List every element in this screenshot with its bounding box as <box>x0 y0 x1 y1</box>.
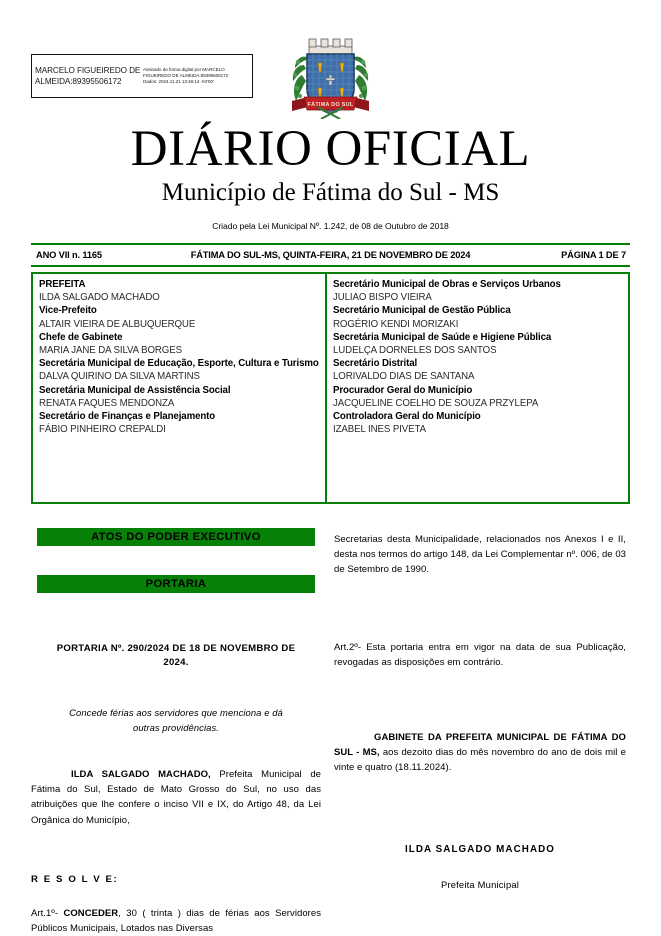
infobar-place-date: FÁTIMA DO SUL-MS, QUINTA-FEIRA, 21 DE NOVEMBRO DE 2024 <box>190 250 471 260</box>
signature-meta-line-3: Dados: 2024.11.21 13:46:14 -04'00' <box>143 79 214 85</box>
official-role: Vice-Prefeito <box>39 305 97 317</box>
infobar <box>31 246 630 264</box>
officials-column-left <box>33 274 327 502</box>
signature-name-line-1: MARCELO FIGUEIREDO DE <box>35 66 141 75</box>
official-person: JULIAO BISPO VIEIRA <box>333 292 432 304</box>
official-role: Secretária Municipal de Assistência Social <box>39 384 231 396</box>
portaria-artigo-2: Art.2º- Esta portaria entra em vigor na data de sua Publicação, revogadas as disposições em contrário. <box>334 641 626 668</box>
signature-meta-block <box>143 67 251 85</box>
masthead <box>0 122 661 233</box>
portaria-artigo-1 <box>31 906 321 936</box>
official-role: Secretário Municipal de Gestão Pública <box>333 305 511 317</box>
official-role: Secretária Municipal de Saúde e Higiene Pública <box>333 331 552 343</box>
signer-name: ILDA SALGADO MACHADO <box>404 843 556 855</box>
artigo-1-text: , 30 ( trinta ) dias de férias aos Servidores Públicos Municipais, Lotados nas Diversas <box>31 908 321 935</box>
officials-column-right <box>327 274 628 502</box>
official-role: Secretário de Finanças e Planejamento <box>39 411 216 423</box>
signature-name-line-2: ALMEIDA:89395506172 <box>35 77 122 86</box>
portaria-preambulo <box>31 767 321 828</box>
official-person: ALTAIR VIEIRA DE ALBUQUERQUE <box>39 318 196 330</box>
official-person: FÁBIO PINHEIRO CREPALDI <box>39 424 166 436</box>
svg-text:FÁTIMA DO SUL: FÁTIMA DO SUL <box>307 102 354 108</box>
portaria-gabinete <box>334 730 626 776</box>
preambulo-prefeita-name: ILDA SALGADO MACHADO, <box>71 769 211 780</box>
portaria-artigo-1-continuacao: Secretarias desta Municipalidade, relacionados nos Anexos I e II, desta nos termos do artigo 148, da Lei Complementar nº. 006, de 03 de Setembro de 1990. <box>334 534 626 576</box>
section-banner-atos-do-poder-executivo: ATOS DO PODER EXECUTIVO <box>37 528 315 546</box>
official-person: ROGÉRIO KENDI MORIZAKI <box>333 318 459 330</box>
coat-of-arms-icon <box>288 31 373 119</box>
official-person: JACQUELINE COELHO DE SOUZA PRZYLEPA <box>333 397 539 409</box>
portaria-ementa: Concede férias aos servidores que menciona e dá outras providências. <box>69 707 283 733</box>
official-person: DALVA QUIRINO DA SILVA MARTINS <box>39 371 200 383</box>
body-column-right <box>334 524 626 890</box>
officials-table <box>31 272 630 504</box>
official-person: IZABEL INES PIVETA <box>333 424 426 436</box>
official-role: Secretária Municipal de Educação, Esporte, Cultura e Turismo <box>39 358 319 370</box>
infobar-year-issue: ANO VII n. 1165 <box>36 250 102 260</box>
portaria-resolve: R E S O L V E: <box>31 873 119 885</box>
official-role: Secretário Municipal de Obras e Serviços Urbanos <box>333 279 561 290</box>
section-banner-portaria: PORTARIA <box>37 575 315 593</box>
artigo-1-verb: CONCEDER <box>63 908 119 920</box>
signer-role: Prefeita Municipal <box>440 878 520 890</box>
official-person: LORIVALDO DIAS DE SANTANA <box>333 371 475 383</box>
page-title: DIÁRIO OFICIAL <box>130 121 531 177</box>
official-role: Controladora Geral do Município <box>333 411 481 423</box>
gabinete-heading: GABINETE DA PREFEITA MUNICIPAL DE FÁTIMA DO SUL - MS, <box>334 732 626 759</box>
infobar-rule-top <box>31 243 630 245</box>
infobar-page: PÁGINA 1 DE 7 <box>561 250 626 260</box>
masthead-subtitle: Município de Fátima do Sul - MS <box>161 179 500 206</box>
official-person: ILDA SALGADO MACHADO <box>39 292 160 304</box>
signature-name-block <box>35 65 143 87</box>
gabinete-text: aos dezoito dias do mês novembro do ano de dois mil e vinte e quatro (18.11.2024). <box>334 747 626 774</box>
body-column-left <box>31 524 321 936</box>
official-role: PREFEITA <box>39 279 86 290</box>
digital-signature-box <box>31 54 253 98</box>
preambulo-text: Prefeita Municipal de Fátima do Sul, Estado de Mato Grosso do Sul, no uso das atribuições que lhe confere o inciso VII e IX, do Artigo 48, da Lei Orgânica do Município, <box>31 769 321 826</box>
signature-meta-line-1: Assinado de forma digital por MARCELO <box>143 66 225 72</box>
masthead-law-line: Criado pela Lei Municipal Nº. 1.242, de 08 de Outubro de 2018 <box>212 221 449 231</box>
official-role: Chefe de Gabinete <box>39 331 123 343</box>
official-person: LUDELÇA DORNELES DOS SANTOS <box>333 345 497 357</box>
artigo-1-prefix: Art.1º- <box>31 908 64 920</box>
official-person: RENATA FAQUES MENDONZA <box>39 397 175 409</box>
infobar-rule-bottom <box>31 265 630 267</box>
official-person: MARIA JANE DA SILVA BORGES <box>39 345 182 357</box>
portaria-title: PORTARIA Nº. 290/2024 DE 18 DE NOVEMBRO DE 2024. <box>56 643 296 668</box>
signature-meta-line-2: FIGUEIREDO DE ALMEIDA:89395506172 <box>143 72 229 78</box>
official-role: Procurador Geral do Município <box>333 384 473 396</box>
official-role: Secretário Distrital <box>333 358 418 370</box>
